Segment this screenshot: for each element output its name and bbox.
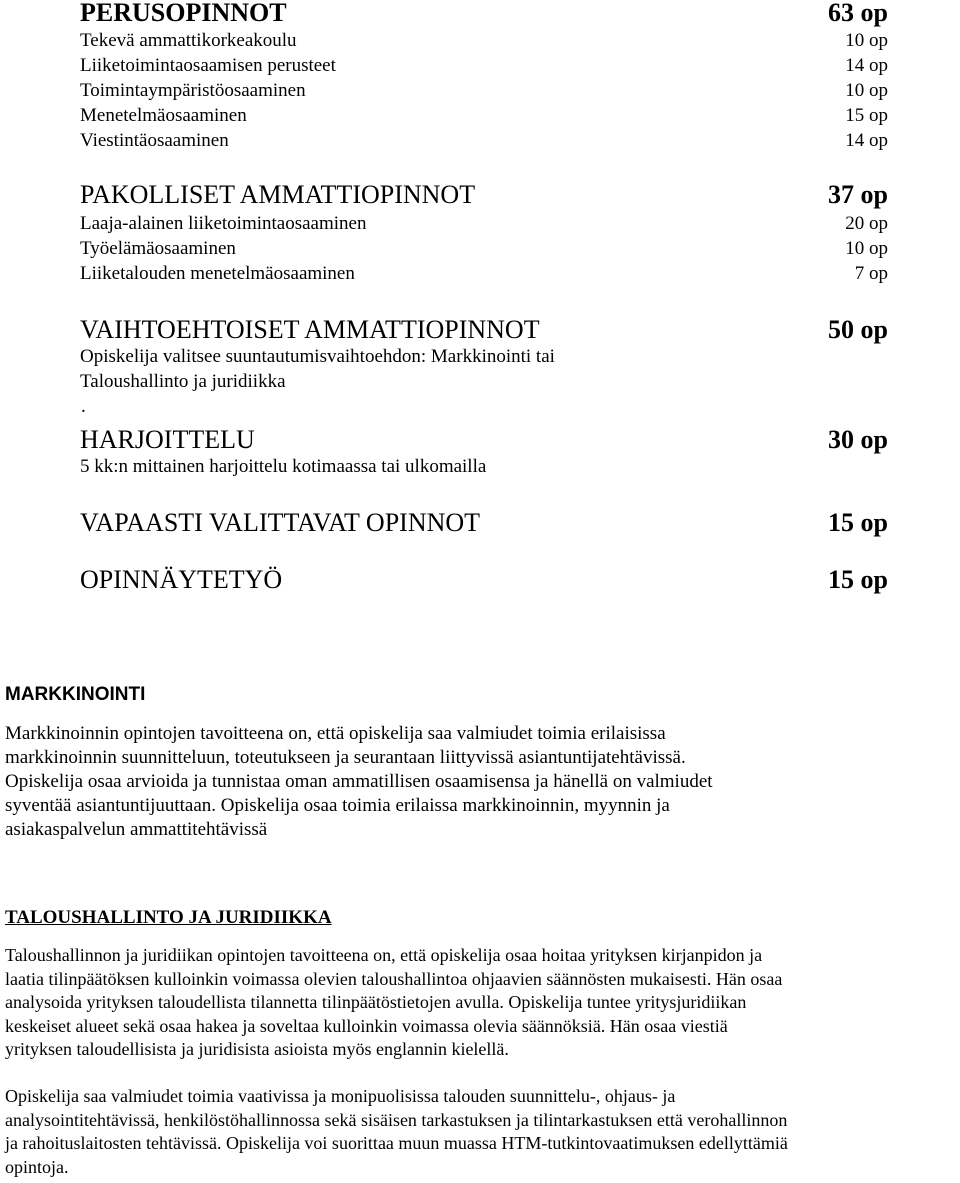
- course-credits: 10 op: [845, 80, 888, 101]
- paragraph-line: analysointitehtävissä, henkilöstöhallinnossa sekä sisäisen tarkastuksen ja tilintarkastuksen että verohallinnon: [5, 1109, 788, 1130]
- course-label: Liiketalouden menetelmäosaaminen: [80, 263, 355, 284]
- course-label: Laaja-alainen liiketoimintaosaaminen: [80, 213, 367, 234]
- paragraph-line: Opiskelija osaa arvioida ja tunnistaa oman ammatillisen osaamisensa ja hänellä on valmiudet: [5, 771, 713, 792]
- harjoittelu-description: 5 kk:n mittainen harjoittelu kotimaassa tai ulkomailla: [80, 456, 487, 477]
- pakolliset-total: 37 op: [828, 180, 888, 209]
- markkinointi-paragraph: [5, 722, 957, 842]
- vapaasti-header-row: [80, 508, 888, 538]
- vaihtoehtoiset-description-line1: Opiskelija valitsee suuntautumisvaihtoehdon: Markkinointi tai: [80, 346, 555, 367]
- paragraph-line: yrityksen taloudellisista ja juridisista asioista myös englannin kielellä.: [5, 1039, 509, 1059]
- vapaasti-total: 15 op: [828, 508, 888, 537]
- paragraph-line: Opiskelija saa valmiudet toimia vaativissa ja monipuolisissa talouden suunnittelu-, ohjaus- ja: [5, 1086, 676, 1106]
- paragraph-line: Taloushallinnon ja juridiikan opintojen tavoitteena on, että opiskelija osaa hoitaa yrityksen kirjanpidon ja: [5, 945, 763, 965]
- course-credits: 14 op: [845, 130, 888, 151]
- course-credits: 20 op: [845, 213, 888, 234]
- paragraph-line: keskeiset alueet sekä osaa hakea ja soveltaa kulloinkin voimassa olevia säännöksiä. Hän osaa viestiä: [5, 1015, 728, 1036]
- markkinointi-heading: MARKKINOINTI: [5, 684, 146, 705]
- paragraph-line: laatia tilinpäätöksen kulloinkin voimassa olevien taloushallintoa ohjaavien säännösten mukaisesti. Hän osaa: [5, 968, 783, 989]
- course-label: Menetelmäosaaminen: [80, 105, 247, 126]
- pakolliset-row: [80, 238, 888, 260]
- pakolliset-header-row: [80, 180, 888, 210]
- perusopinnot-row: [80, 105, 888, 127]
- paragraph-line: Markkinoinnin opintojen tavoitteena on, että opiskelija saa valmiudet toimia erilaisissa: [5, 723, 666, 744]
- paragraph-line: syventää asiantuntijuuttaan. Opiskelija osaa toimia erilaissa markkinoinnin, myynnin ja: [5, 795, 670, 816]
- perusopinnot-row: [80, 80, 888, 102]
- taloushallinto-heading: TALOUSHALLINTO JA JURIDIIKKA: [5, 907, 332, 928]
- pakolliset-title: PAKOLLISET AMMATTIOPINNOT: [80, 180, 476, 209]
- pakolliset-row: [80, 263, 888, 285]
- paragraph-line: markkinoinnin suunnitteluun, toteutukseen ja seurantaan liittyvissä asiantuntijatehtävissä.: [5, 747, 686, 768]
- paragraph-line: analysoida yrityksen taloudellista tilannetta tilinpäätöstietojen avulla. Opiskelija tuntee yritysjuridiikan: [5, 992, 747, 1012]
- vaihtoehtoiset-title: VAIHTOEHTOISET AMMATTIOPINNOT: [80, 315, 540, 344]
- paragraph-line: opintoja.: [5, 1156, 69, 1177]
- vaihtoehtoiset-total: 50 op: [828, 315, 888, 344]
- paragraph-line: asiakaspalvelun ammattitehtävissä: [5, 819, 268, 840]
- harjoittelu-title: HARJOITTELU: [80, 425, 255, 454]
- course-credits: 14 op: [845, 55, 888, 76]
- vaihtoehtoiset-header-row: [80, 315, 888, 345]
- course-credits: 10 op: [845, 30, 888, 51]
- perusopinnot-row: [80, 30, 888, 52]
- perusopinnot-header-row: [80, 0, 888, 28]
- course-label: Tekevä ammattikorkeakoulu: [80, 30, 297, 51]
- harjoittelu-total: 30 op: [828, 425, 888, 454]
- stray-dot: .: [81, 396, 86, 417]
- course-credits: 10 op: [845, 238, 888, 259]
- course-label: Työelämäosaaminen: [80, 238, 236, 259]
- course-credits: 15 op: [845, 105, 888, 126]
- perusopinnot-title: PERUSOPINNOT: [80, 0, 287, 27]
- opinnaytetyo-header-row: [80, 565, 888, 595]
- course-label: Viestintäosaaminen: [80, 130, 229, 151]
- taloushallinto-paragraph-2: [5, 1085, 957, 1179]
- paragraph-line: ja rahoituslaitosten tehtävissä. Opiskelija voi suorittaa muun muassa HTM-tutkintovaatimuksen edellyttämiä: [5, 1133, 788, 1153]
- vaihtoehtoiset-description-line2: Taloushallinto ja juridiikka: [80, 371, 286, 392]
- perusopinnot-total: 63 op: [828, 0, 888, 27]
- course-label: Toimintaympäristöosaaminen: [80, 80, 306, 101]
- taloushallinto-paragraph-1: [5, 944, 957, 1062]
- pakolliset-row: [80, 213, 888, 235]
- opinnaytetyo-total: 15 op: [828, 565, 888, 594]
- vapaasti-title: VAPAASTI VALITTAVAT OPINNOT: [80, 508, 481, 537]
- course-label: Liiketoimintaosaamisen perusteet: [80, 55, 336, 76]
- perusopinnot-row: [80, 55, 888, 77]
- opinnaytetyo-title: OPINNÄYTETYÖ: [80, 565, 283, 594]
- harjoittelu-header-row: [80, 425, 888, 455]
- course-credits: 7 op: [854, 263, 888, 284]
- perusopinnot-row: [80, 130, 888, 152]
